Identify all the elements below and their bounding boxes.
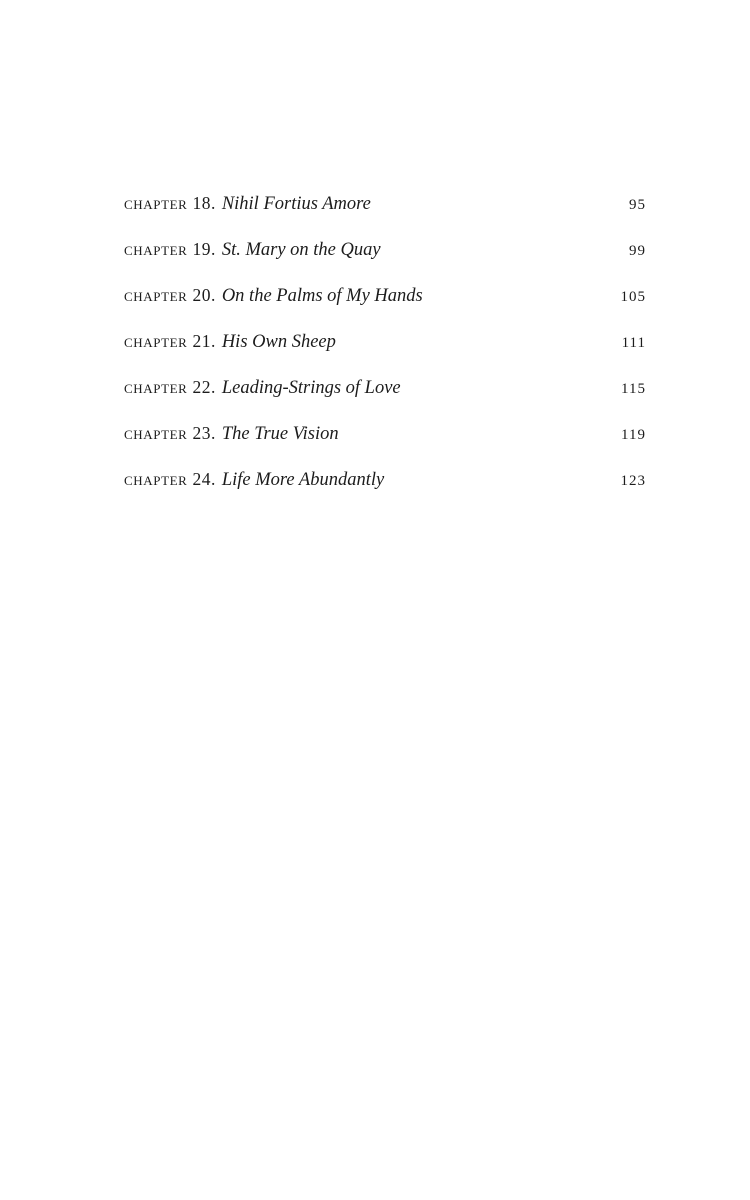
chapter-title: Leading-Strings of Love (221, 378, 401, 398)
chapter-title: Life More Abundantly (221, 470, 385, 490)
table-of-contents (124, 188, 646, 510)
chapter-number: 18. (192, 193, 216, 213)
chapter-title: His Own Sheep (221, 332, 336, 352)
chapter-number: 22. (192, 377, 216, 397)
chapter-number: 21. (192, 331, 216, 351)
chapter-label (124, 464, 216, 496)
toc-entry-chapter-21[interactable] (124, 326, 646, 372)
chapter-label (124, 234, 216, 266)
chapter-title: St. Mary on the Quay (221, 240, 381, 260)
chapter-prefix: chapter (124, 377, 188, 397)
page-number: 99 (629, 243, 646, 259)
chapter-prefix: chapter (124, 469, 188, 489)
toc-entry-chapter-19[interactable] (124, 234, 646, 280)
chapter-prefix: chapter (124, 193, 188, 213)
chapter-label (124, 280, 216, 312)
chapter-title: The True Vision (221, 424, 339, 444)
toc-entry-chapter-24[interactable] (124, 464, 646, 510)
chapter-number: 24. (192, 469, 216, 489)
chapter-label (124, 188, 216, 220)
page-number: 111 (621, 335, 646, 351)
chapter-title: Nihil Fortius Amore (221, 194, 371, 214)
chapter-label (124, 326, 216, 358)
chapter-label (124, 418, 216, 450)
chapter-prefix: chapter (124, 423, 188, 443)
chapter-prefix: chapter (124, 285, 188, 305)
toc-entry-chapter-20[interactable] (124, 280, 646, 326)
toc-entry-chapter-22[interactable] (124, 372, 646, 418)
page-number: 119 (621, 427, 646, 443)
toc-entry-chapter-18[interactable] (124, 188, 646, 234)
page-number: 123 (620, 473, 646, 489)
page-number: 105 (620, 289, 646, 305)
toc-entry-chapter-23[interactable] (124, 418, 646, 464)
chapter-number: 23. (192, 423, 216, 443)
chapter-prefix: chapter (124, 239, 188, 259)
chapter-prefix: chapter (124, 331, 188, 351)
chapter-title: On the Palms of My Hands (221, 286, 423, 306)
page-number: 95 (629, 197, 646, 213)
page-number: 115 (621, 381, 646, 397)
chapter-label (124, 372, 216, 404)
chapter-number: 19. (192, 239, 216, 259)
chapter-number: 20. (192, 285, 216, 305)
